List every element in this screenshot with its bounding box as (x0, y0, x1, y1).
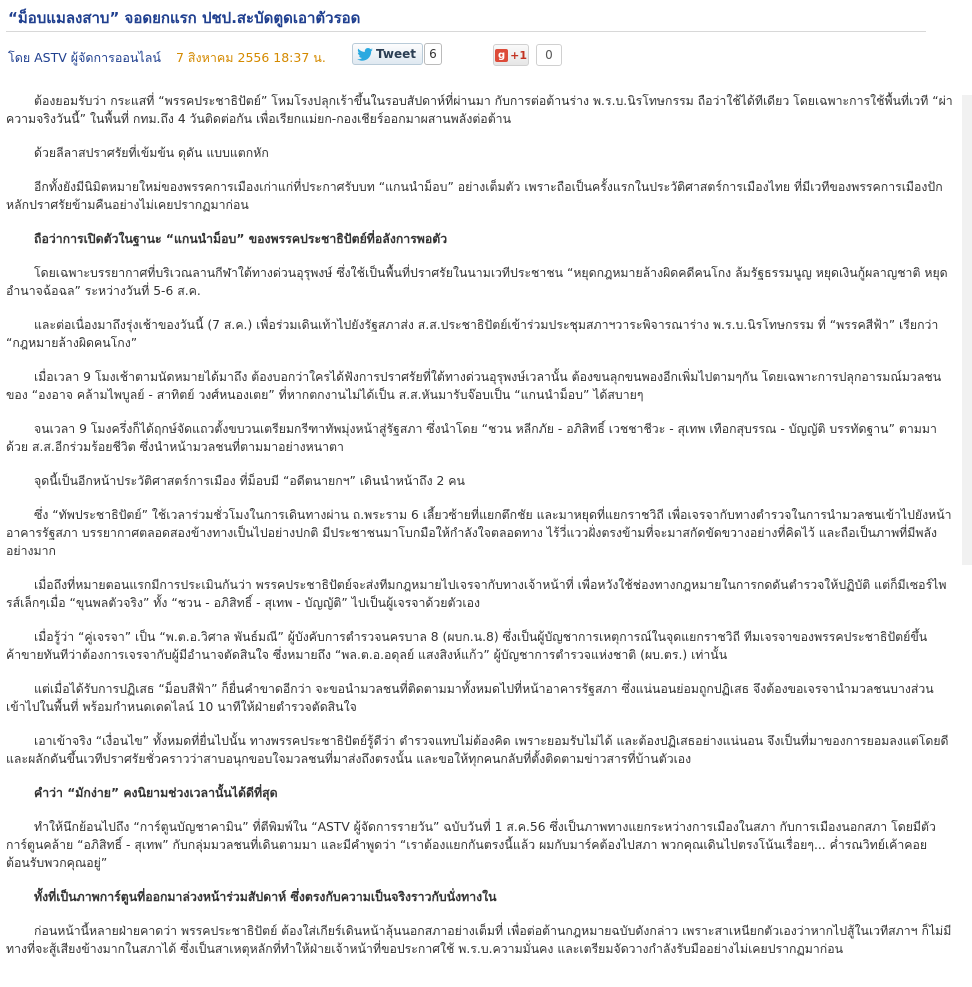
article-paragraph: ซึ่ง “ทัพประชาธิปัตย์” ใช้เวลาร่วมชั่วโมงในการเดินทางผ่าน ถ.พระราม 6 เลี้ยวซ้ายที่แยกตึกชัย และมาหยุดที่แยกราชวิถี เพื่อเจรจากับทางตำรวจในการนำมวลชนเข้าไปยังหน้าอาคารรัฐสภา บรรยากาศตลอดสองข้างทางเป็นไปอย่างปกติ มีประชาชนมาโบกมือให้กำลังใจตลอดทาง ไร้วี่แววฝั่งตรงข้ามที่จะมาสกัดขัดขวางอย่างที่คิดไว้ และถือเป็นภาพที่มีพลังอย่างมาก (6, 508, 952, 558)
article-paragraph: ทำให้นึกย้อนไปถึง “การ์ตูนบัญชาคามิน” ที่ตีพิมพ์ใน “ASTV ผู้จัดการรายวัน” ฉบับวันที่ 1 ส.ค.56 ซึ่งเป็นภาพทางแยกระหว่างการเมืองในสภา กับการเมืองนอกสภา โดยมีตัวการ์ตูนคล้าย “อภิสิทธิ์ - สุเทพ” กับกลุ่มมวลชนที่เดินตามมา และมีคำพูดว่า “เราต้องแยกกันตรงนี้แล้ว ผมกับมาร์คต้องไปสภา พวกคุณเดินไปตรงโน้นเรื่อยๆ... ค่ำรณวิทย์เค้าคอยต้อนรับพวกคุณอยู่” (6, 820, 936, 870)
article-paragraph: และต่อเนื่องมาถึงรุ่งเช้าของวันนี้ (7 ส.ค.) เพื่อร่วมเดินเท้าไปยังรัฐสภาส่ง ส.ส.ประชาธิปัตย์เข้าร่วมประชุมสภาฯวาระพิจารณาร่าง พ.ร.บ.นิรโทษกรรม ที่ “พรรคสีฟ้า” เรียกว่า “กฎหมายล้างผิดคนโกง” (6, 318, 939, 350)
gplus-label: +1 (510, 48, 528, 62)
google-g-icon: g (495, 49, 508, 62)
article-paragraph: ต้องยอมรับว่า กระแสที่ “พรรคประชาธิปัตย์” โหมโรงปลุกเร้าขึ้นในรอบสัปดาห์ที่ผ่านมา กับการต่อต้านร่าง พ.ร.บ.นิรโทษกรรม ถือว่าใช้ได้ทีเดียว โดยเฉพาะการใช้พื้นที่เวที “ผ่าความจริงวันนี้” ในพื้นที่ กทม.ถึง 4 วันติดต่อกัน เพื่อเรียกแม่ยก-กองเชียร์ออกมาผสานพลังต่อต้าน (6, 94, 953, 126)
article-paragraph: เมื่อเวลา 9 โมงเช้าตามนัดหมายได้มาถึง ต้องบอกว่าใครได้ฟังการปราศรัยที่ใต้ทางด่วนอุรุพงษ์เวลานั้น ต้องขนลุกขนพองอีกเพิ่มไปตามๆกัน โดยเฉพาะการปลุกอารมณ์มวลชนของ “องอาจ คล้ามไพบูลย์ - สาทิตย์ วงศ์หนองเตย” ที่หากตกงานไม่ได้เป็น ส.ส.หันมารับจ๊อบเป็น “แกนนำม็อบ” ได้สบายๆ (6, 370, 942, 402)
article-paragraph: โดยเฉพาะบรรยากาศที่บริเวณลานกีฬาใต้ทางด่วนอุรุพงษ์ ซึ่งใช้เป็นพื้นที่ปราศรัยในนามเวทีประชาชน “หยุดกฎหมายล้างผิดคดีคนโกง ล้มรัฐธรรมนูญ หยุดเงินกู้ผลาญชาติ หยุดอำนาจฉ้อฉล” ระหว่างวันที่ 5-6 ส.ค. (6, 266, 948, 298)
article-subheading: คำว่า “มักง่าย” คงนิยามช่วงเวลานั้นได้ดีที่สุด (34, 786, 278, 800)
tweet-label: Tweet (376, 47, 416, 61)
byline: โดย ASTV ผู้จัดการออนไลน์ (8, 50, 161, 65)
article-paragraph: แต่เมื่อได้รับการปฏิเสธ “ม็อบสีฟ้า” ก็ยื่นคำขาดอีกว่า จะขอนำมวลชนที่ติดตามมาทั้งหมดไปที่หน้าอาคารรัฐสภา ซึ่งแน่นอนย่อมถูกปฏิเสธ จึงต้องขอเจรจานำมวลชนบางส่วนเข้าไปในพื้นที่ พร้อมกำหนดเดดไลน์ 10 นาทีให้ฝ่ายตำรวจตัดสินใจ (6, 682, 934, 714)
article-subheading: ทั้งที่เป็นภาพการ์ตูนที่ออกมาล่วงหน้าร่วมสัปดาห์ ซึ่งตรงกับความเป็นจริงราวกับนั่งทางใน (34, 890, 497, 904)
title-divider (6, 31, 926, 32)
article-paragraph: อีกทั้งยังมีนิมิตหมายใหม่ของพรรคการเมืองเก่าแก่ที่ประกาศรับบท “แกนนำม็อบ” อย่างเต็มตัว เพราะถือเป็นครั้งแรกในประวัติศาสตร์การเมืองไทย ที่มีเวทีของพรรคการเมืองปักหลักปราศรัยข้ามคืนอย่างไม่เคยปรากฏมาก่อน (6, 180, 943, 212)
article-subheading: ถือว่าการเปิดตัวในฐานะ “แกนนำม็อบ” ของพรรคประชาธิปัตย์ที่อลังการพอตัว (34, 232, 448, 246)
article-paragraph: ก่อนหน้านี้หลายฝ่ายคาดว่า พรรคประชาธิปัตย์ ต้องใส่เกียร์เดินหน้าลุ้นนอกสภาอย่างเต็มที่ เพื่อต่อต้านกฎหมายฉบับดังกล่าว เพราะสาเหนียกตัวเองว่าหากไปสู้ในเวทีสภาฯ ก็ไม่มีทางที่จะสู้เสียงข้างมากในสภาได้ ซึ่งเป็นสาเหตุหลักที่ทำให้ฝ่ายเจ้าหน้าที่ขอประกาศใช้ พ.ร.บ.ความมั่นคง และเตรียมจัดวางกำลังรับมืออย่างไม่เคยปรากฏมาก่อน (6, 924, 952, 956)
twitter-bird-icon (357, 48, 373, 61)
scrollbar[interactable] (962, 95, 972, 565)
article-paragraph: จนเวลา 9 โมงครึ่งก็ได้ฤกษ์จัดแถวตั้งขบวนเตรียมกรีฑาทัพมุ่งหน้าสู่รัฐสภา ซึ่งนำโดย “ชวน หลีกภัย - อภิสิทธิ์ เวชชาชีวะ - สุเทพ เทือกสุบรรณ - บัญญัติ บรรทัดฐาน” ตามมาด้วย ส.ส.อีกร่วมร้อยชีวิต ซึ่งนำหน้ามวลชนที่ตามมาอย่างหนาตา (6, 422, 937, 454)
article-paragraph: เอาเข้าจริง “เงื่อนไข” ทั้งหมดที่ยื่นไปนั้น ทางพรรคประชาธิปัตย์รู้ดีว่า ตำรวจแทบไม่ต้องคิด เพราะยอมรับไม่ได้ และต้องปฏิเสธอย่างแน่นอน จึงเป็นที่มาของการยอมลงแต่โดยดี และผลักดันขึ้นเวทีปราศรัยชั่วคราวว่าสาบอนุกขอบใจมวลชนที่มาส่งถึงตรงนั้น และขอให้ทุกคนกลับที่ตั้งติดตามข่าวสารที่บ้านตัวเอง (6, 734, 949, 766)
tweet-button[interactable] (352, 43, 423, 65)
article-paragraph: ด้วยลีลาสปราศรัยที่เข้มข้น ดุดัน แบบแตกหัก (34, 146, 269, 160)
article-body (6, 92, 954, 974)
article-title: “ม็อบแมลงสาบ” จอดยกแรก ปชป.สะบัดตูดเอาตัวรอด (8, 9, 361, 27)
article-paragraph: เมื่อถึงที่หมายตอนแรกมีการประเมินกันว่า พรรคประชาธิปัตย์จะส่งทีมกฎหมายไปเจรจากับทางเจ้าหน้าที่ เพื่อหวังใช้ช่องทางกฎหมายในการกดดันตำรวจให้ปฏิบัติ แต่ก็มีเซอร์ไพรส์เล็กๆเมื่อ “ขุนพลตัวจริง” ทั้ง “ชวน - อภิสิทธิ์ - สุเทพ - บัญญัติ” ไปเป็นผู้เจรจาด้วยตัวเอง (6, 578, 947, 610)
google-plus-button[interactable] (493, 44, 529, 66)
publish-date: 7 สิงหาคม 2556 18:37 น. (176, 50, 326, 65)
gplus-count: 0 (536, 44, 562, 66)
article-paragraph: เมื่อรู้ว่า “คู่เจรจา” เป็น “พ.ต.อ.วิศาล พันธ์มณี” ผู้บังคับการตำรวจนครบาล 8 (ผบก.น.8) ซึ่งเป็นผู้บัญชาการเหตุการณ์ในจุดแยกราชวิถี ทีมเจรจาของพรรคประชาธิปัตย์ขึ้นค้าขายทันทีว่าต้องการเจรจากับผู้มีอำนาจตัดสินใจ ซึ่งหมายถึง “พล.ต.อ.อดุลย์ แสงสิงห์แก้ว” ผู้บัญชาการตำรวจแห่งชาติ (ผบ.ตร.) เท่านั้น (6, 630, 928, 662)
article-paragraph: จุดนี้เป็นอีกหน้าประวัติศาสตร์การเมือง ที่ม็อบมี “อดีตนายกฯ” เดินนำหน้าถึง 2 คน (34, 474, 465, 488)
tweet-count: 6 (424, 43, 442, 65)
